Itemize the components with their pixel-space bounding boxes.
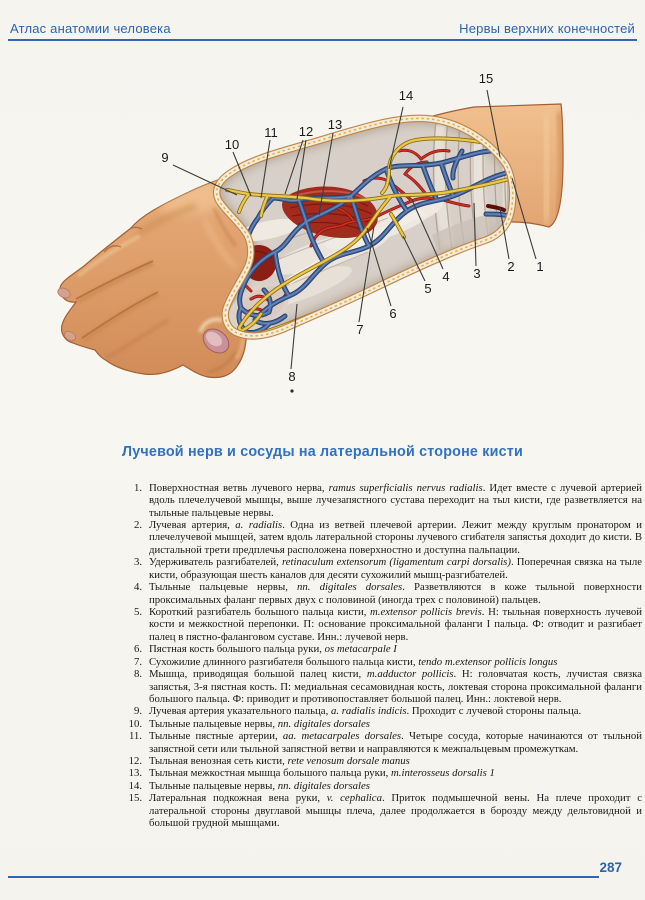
- legend-item: [118, 606, 642, 643]
- figure-label-4: 4: [442, 269, 450, 284]
- legend-item-number: 7.: [133, 655, 142, 668]
- legend-item-text: Тыльные пястные артерии, aa. metacarpales dorsales. Четыре сосуда, которые начинаются от тыльной запястной сети или тыльной запястной ветви и направляются к межпальцевым промежуткам.: [149, 730, 642, 755]
- header-left-text: Атлас анатомии человека: [10, 21, 171, 36]
- legend-item: [118, 581, 642, 606]
- figure-label-12: 12: [298, 124, 314, 139]
- legend-item-number: 1.: [133, 481, 142, 494]
- legend-item-number: 14.: [128, 779, 142, 792]
- legend-item-number: 13.: [128, 767, 142, 780]
- figure-label-14: 14: [398, 88, 414, 103]
- legend-item: [118, 656, 642, 668]
- legend-item-text: Удерживатель разгибателей, retinaculum extensorum (ligamentum carpi dorsalis). Поперечная связка на тыле кисти, образующая шесть каналов для десяти сухожилий мышц-разгибателей.: [149, 556, 642, 581]
- legend-item-text: Пястная кость большого пальца руки, os metacarpale I: [149, 643, 397, 656]
- figure-label-6: 6: [389, 306, 397, 321]
- legend-item: [118, 668, 642, 705]
- figure-label-1: 1: [536, 259, 544, 274]
- legend-item: [118, 643, 642, 655]
- print-mark-dot: [290, 389, 293, 392]
- legend-item-text: Тыльные пальцевые нервы, nn. digitales dorsales. Разветвляются в коже тыльной поверхности проксимальных фаланг первых двух с половиной (иногда трех с половиной) пальцев.: [149, 581, 642, 606]
- legend-item: [118, 718, 642, 730]
- figure-label-5: 5: [424, 281, 432, 296]
- page-number: 287: [599, 860, 622, 875]
- legend-item-number: 4.: [133, 581, 142, 594]
- legend-item: [118, 556, 642, 581]
- legend-item-number: 10.: [128, 717, 142, 730]
- legend-item-text: Поверхностная ветвь лучевого нерва, ramus superficialis nervus radialis. Идет вместе с лучевой артерией вдоль плечелучевой мышцы, выше лучезапястного сустава переходит на тыл кисти, где разветвляется на тыльные пальцевые нервы.: [149, 481, 642, 519]
- figure-label-3: 3: [473, 266, 481, 281]
- header-right-text: Нервы верхних конечностей: [459, 21, 635, 36]
- legend-item: [118, 730, 642, 755]
- legend-item: [118, 780, 642, 792]
- legend-item-text: Лучевая артерия, a. radialis. Одна из ветвей плечевой артерии. Лежит между круглым пронатором и плечелучевой мышцей, затем вдоль латеральной стороны лучевого сгибателя запястья доходит до кисти. В дистальной трети предплечья расположена поверхностно и доступна пальпации.: [149, 519, 643, 556]
- legend-item-number: 6.: [133, 643, 142, 656]
- figure-title: Лучевой нерв и сосуды на латеральной стороне кисти: [122, 444, 523, 460]
- legend-item-text: Тыльные пальцевые нервы, nn. digitales dorsales: [149, 779, 370, 792]
- legend-item-text: Мышца, приводящая большой палец кисти, m.adductor pollicis. Н: головчатая кость, лучистая связка запястья, 3-я пястная кость. П: медиальная сесамовидная кость, локтевая сторона проксимальной фаланги большого пальца. Ф: приводит и противопоставляет большой палец. Инн.: локтевой нерв.: [149, 668, 642, 705]
- figure-label-15: 15: [478, 71, 494, 86]
- legend-item: [118, 482, 642, 519]
- legend-item-number: 15.: [128, 792, 142, 805]
- figure-label-11: 11: [264, 125, 278, 140]
- figure-label-8: 8: [288, 369, 296, 384]
- legend-item: [118, 792, 642, 829]
- figure-label-2: 2: [507, 259, 515, 274]
- footer-rule: [8, 876, 599, 878]
- legend-item-number: 11.: [128, 730, 142, 743]
- legend-item-text: Сухожилие длинного разгибателя большого пальца кисти, tendo m.extensor pollicis longus: [149, 655, 558, 668]
- legend-item-number: 9.: [133, 705, 142, 718]
- legend-item: [118, 519, 642, 556]
- figure-label-13: 13: [327, 117, 343, 132]
- dissection-window: [217, 118, 517, 347]
- legend-item-number: 3.: [133, 556, 142, 569]
- figure-label-9: 9: [161, 150, 169, 165]
- figure-label-10: 10: [224, 137, 240, 152]
- legend-item: [118, 755, 642, 767]
- legend-item-text: Латеральная подкожная вена руки, v. cephalica. Приток подмышечной вены. На плече проходит с латеральной стороны двуглавой мышцы плеча, далее продолжается в борозду между дельтовидной и большой грудной мышцами.: [149, 792, 643, 830]
- legend-item: [118, 705, 642, 717]
- legend-item-number: 5.: [133, 605, 142, 618]
- figure-label-7: 7: [356, 322, 364, 337]
- legend-item-text: Тыльные пальцевые нервы, nn. digitales dorsales: [149, 717, 370, 730]
- legend-list: [78, 482, 642, 830]
- legend-item: [118, 767, 642, 779]
- legend-item-text: Тыльная межкостная мышца большого пальца руки, m.interosseus dorsalis 1: [149, 767, 495, 780]
- legend-item-number: 8.: [133, 668, 142, 681]
- legend-item-text: Тыльная венозная сеть кисти, rete venosum dorsale manus: [149, 755, 410, 768]
- legend-item-number: 12.: [128, 755, 142, 768]
- hand-dissection-illustration: [0, 0, 645, 420]
- legend-item-number: 2.: [133, 519, 142, 532]
- legend-item-text: Лучевая артерия указательного пальца, a. radialis indicis. Проходит с лучевой стороны пальца.: [149, 705, 582, 718]
- legend-item-text: Короткий разгибатель большого пальца кисти, m.extensor pollicis brevis. Н: тыльная поверхность лучевой кости и межкостной перепонки. П: основание проксимальной фаланги I пальца. Ф: отводит и разгибает палец в пястно-фаланговом суставе. Инн.: лучевой нерв.: [149, 605, 642, 643]
- anatomy-figure: [0, 0, 645, 420]
